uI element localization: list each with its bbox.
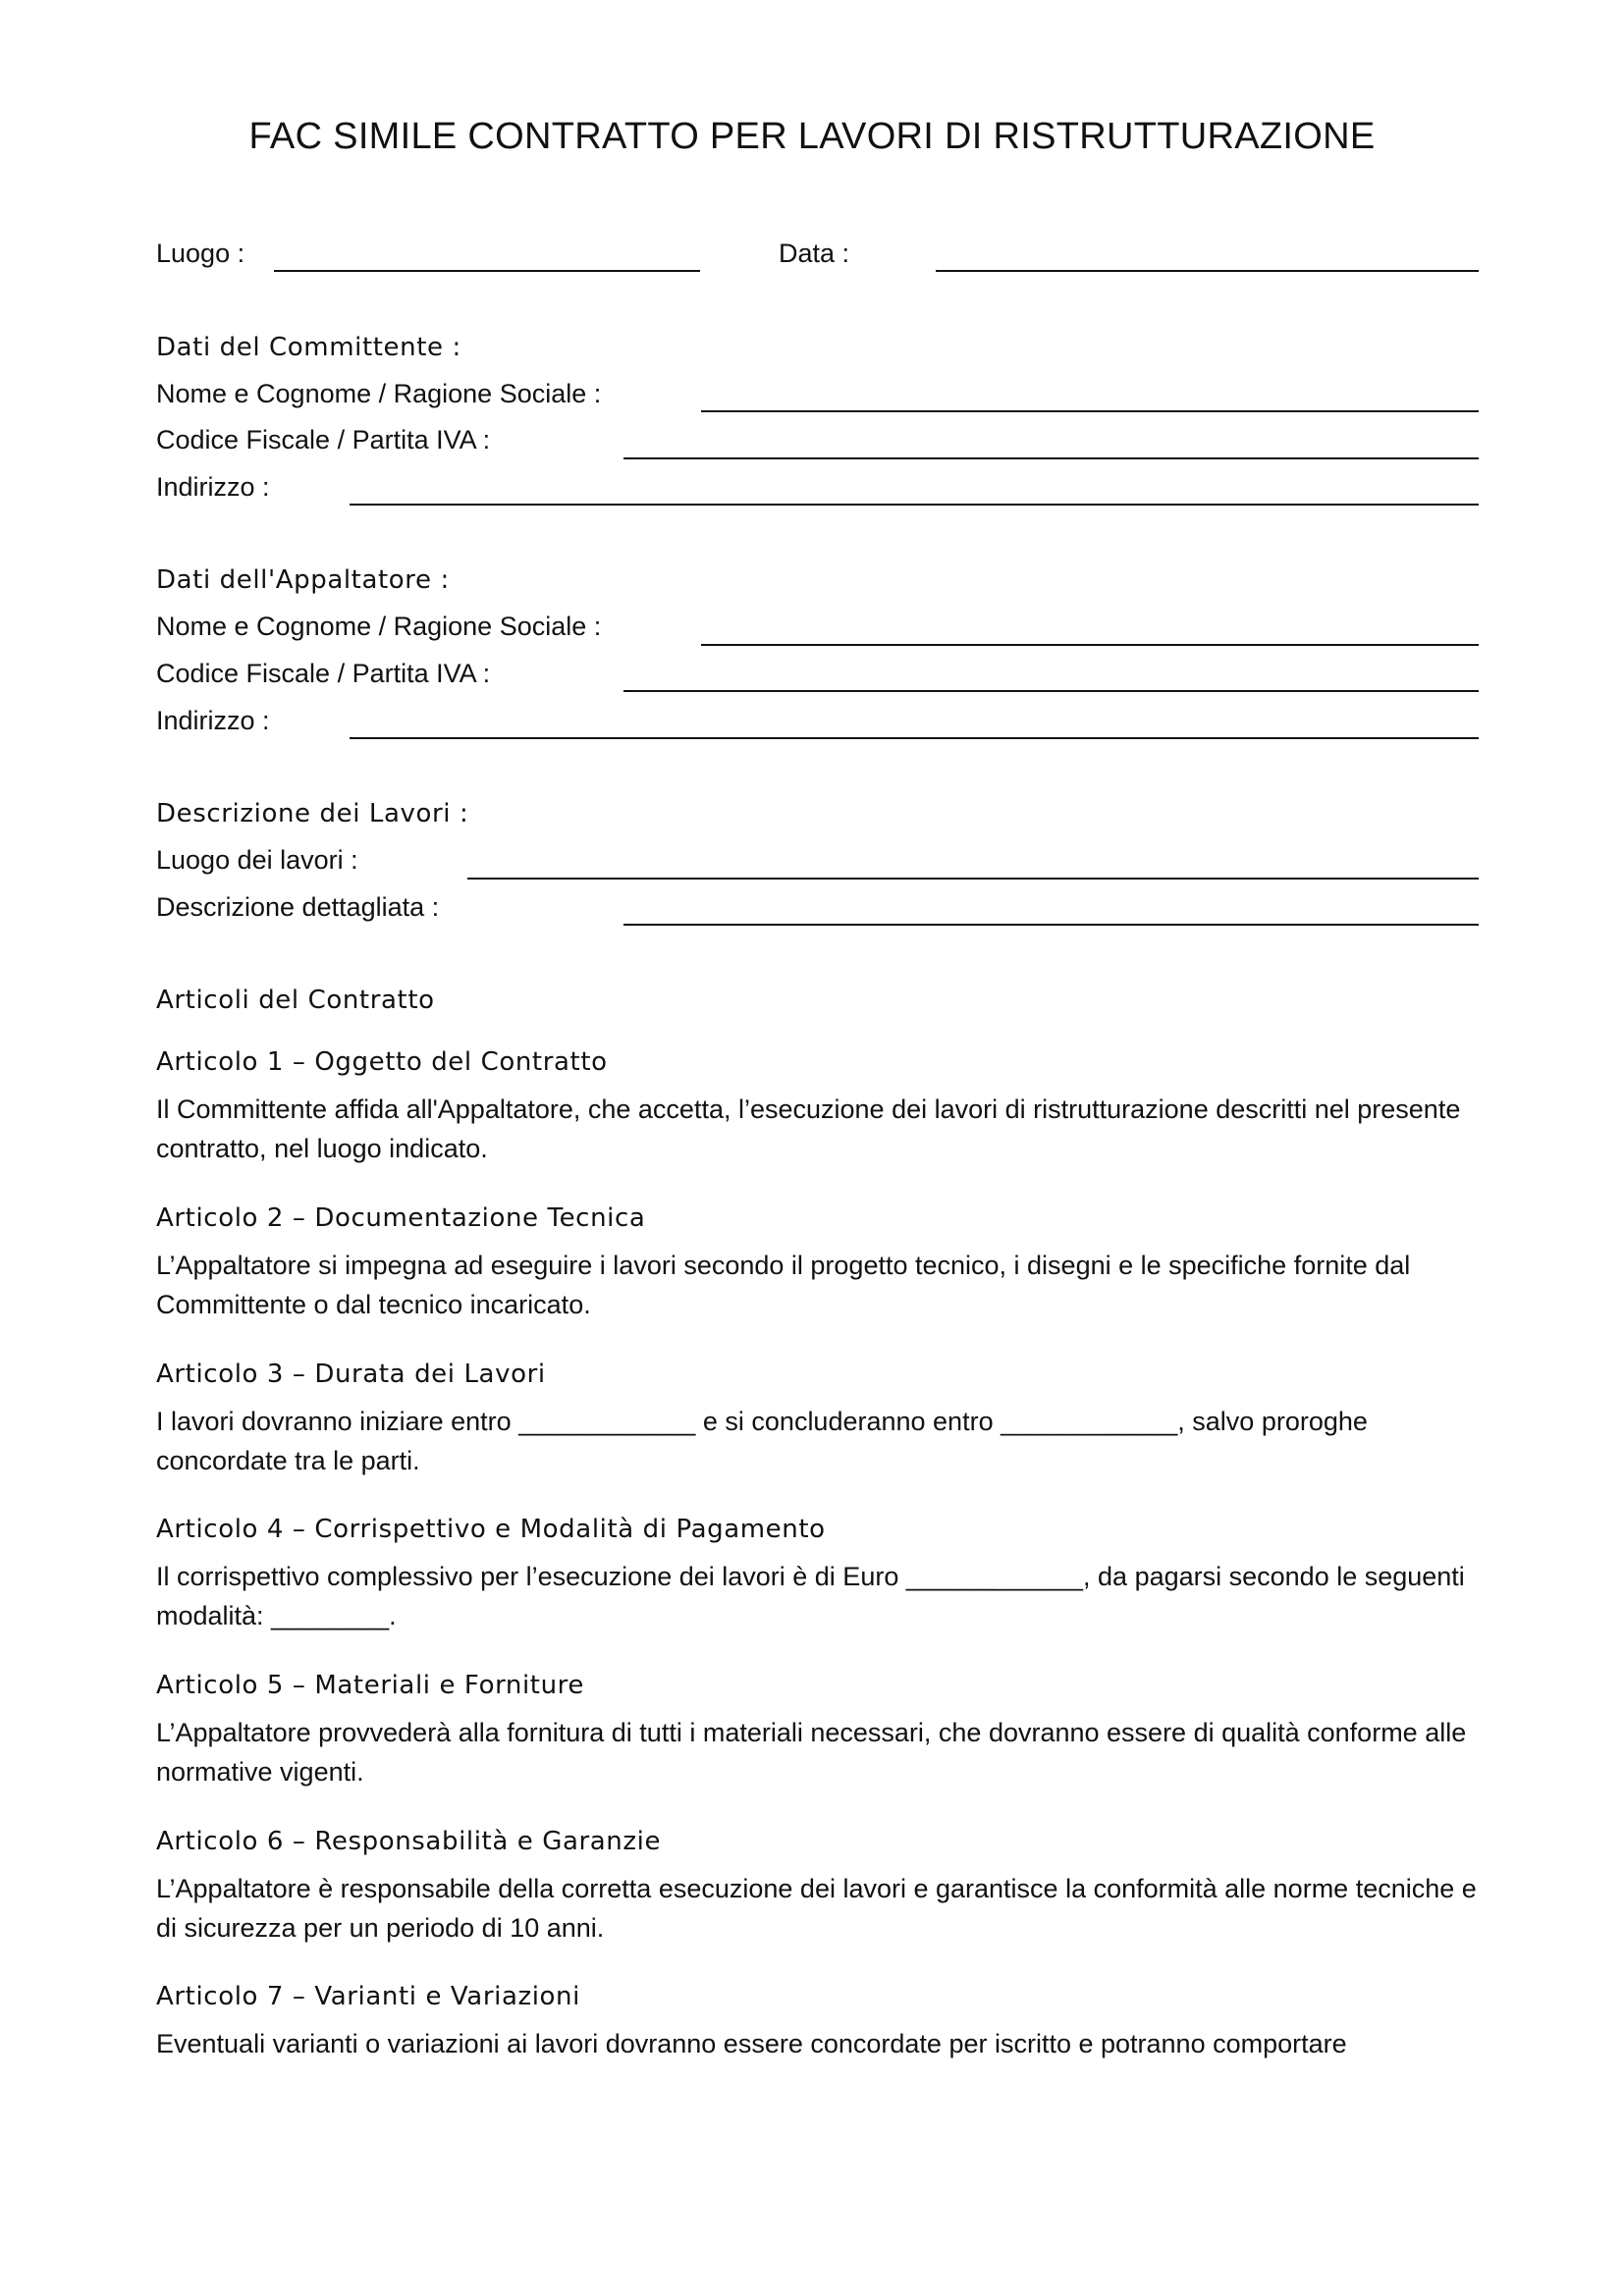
lavori-descrizione-label: Descrizione dettagliata : [156, 892, 440, 922]
articolo-5-text: L’Appaltatore provvederà alla fornitura di tutti i materiali necessari, che dovranno essere di qualità conforme alle normative vigenti. [156, 1718, 1467, 1787]
appaltatore-cf-field[interactable] [623, 690, 1479, 692]
document-title: FAC SIMILE CONTRATTO PER LAVORI DI RISTRUTTURAZIONE [248, 116, 1376, 157]
committente-indirizzo-label: Indirizzo : [156, 472, 270, 502]
luogo-field[interactable] [274, 270, 700, 272]
luogo-label: Luogo : [156, 239, 245, 268]
articolo-1-title: Articolo 1 – Oggetto del Contratto [156, 1047, 608, 1077]
appaltatore-nome-field[interactable] [701, 644, 1479, 646]
appaltatore-indirizzo-field[interactable] [350, 737, 1479, 739]
articolo-7-text: Eventuali varianti o variazioni ai lavori dovranno essere concordate per iscritto e potranno comportare [156, 2029, 1347, 2058]
committente-cf-field[interactable] [623, 457, 1479, 459]
data-label: Data : [779, 239, 850, 268]
committente-nome-label: Nome e Cognome / Ragione Sociale : [156, 379, 602, 408]
committente-nome-field[interactable] [701, 410, 1479, 412]
appaltatore-nome-label: Nome e Cognome / Ragione Sociale : [156, 612, 602, 641]
appaltatore-indirizzo-label: Indirizzo : [156, 706, 270, 735]
articolo-1-text: Il Committente affida all'Appaltatore, che accetta, l’esecuzione dei lavori di ristrutturazione descritti nel presente contratto, nel luogo indicato. [156, 1095, 1461, 1163]
lavori-heading: Descrizione dei Lavori : [156, 799, 469, 828]
articolo-5-title: Articolo 5 – Materiali e Forniture [156, 1671, 584, 1700]
appaltatore-heading: Dati dell'Appaltatore : [156, 565, 450, 595]
lavori-luogo-label: Luogo dei lavori : [156, 845, 358, 875]
lavori-descrizione-field[interactable] [623, 924, 1479, 926]
articolo-4-title: Articolo 4 – Corrispettivo e Modalità di Pagamento [156, 1515, 826, 1544]
articolo-6-text: L’Appaltatore è responsabile della corretta esecuzione dei lavori e garantisce la conformità alle norme tecniche e di sicurezza per un periodo di 10 anni. [156, 1874, 1477, 1943]
lavori-luogo-field[interactable] [467, 878, 1479, 880]
data-field[interactable] [936, 270, 1479, 272]
articolo-2-text: L’Appaltatore si impegna ad eseguire i lavori secondo il progetto tecnico, i disegni e le specifiche fornite dal Committente o dal tecnico incaricato. [156, 1251, 1411, 1319]
articolo-3-title: Articolo 3 – Durata dei Lavori [156, 1360, 546, 1389]
articolo-7-title: Articolo 7 – Varianti e Variazioni [156, 1982, 580, 2011]
articoli-heading: Articoli del Contratto [156, 986, 435, 1015]
articolo-3-text: I lavori dovranno iniziare entro ____________ e si concluderanno entro ____________, salvo proroghe concordate tra le parti. [156, 1407, 1368, 1475]
articolo-4-text: Il corrispettivo complessivo per l’esecuzione dei lavori è di Euro ____________, da pagarsi secondo le seguenti modalità: ________. [156, 1562, 1465, 1630]
committente-heading: Dati del Committente : [156, 333, 461, 362]
committente-cf-label: Codice Fiscale / Partita IVA : [156, 425, 491, 454]
committente-indirizzo-field[interactable] [350, 504, 1479, 506]
appaltatore-cf-label: Codice Fiscale / Partita IVA : [156, 659, 491, 688]
articolo-2-title: Articolo 2 – Documentazione Tecnica [156, 1203, 646, 1233]
articolo-6-title: Articolo 6 – Responsabilità e Garanzie [156, 1827, 662, 1856]
